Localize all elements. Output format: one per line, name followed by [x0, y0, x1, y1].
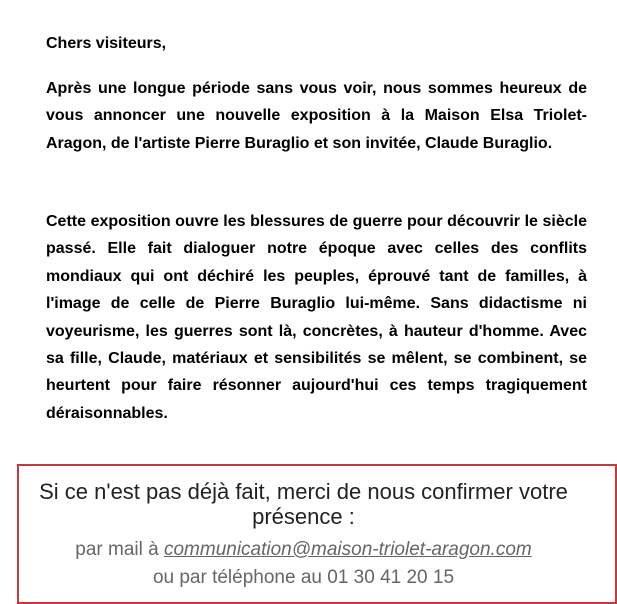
letter-greeting: Chers visiteurs, — [46, 35, 167, 52]
letter-paragraph-intro: Après une longue période sans vous voir, nous sommes heureux de vous annoncer une nouvelle exposition à la Maison Elsa Triolet-Aragon, de l'artiste Pierre Buraglio et son invitée, Claude Buraglio. — [46, 80, 587, 152]
rsvp-phone-line: ou par téléphone au 01 30 41 20 15 — [152, 567, 455, 588]
rsvp-title: Si ce n'est pas déjà fait, merci de nous confirmer votre présence : — [39, 479, 568, 529]
rsvp-mail-line — [20, 538, 587, 562]
letter-paragraph-exhibition: Cette exposition ouvre les blessures de guerre pour découvrir le siècle passé. Elle fait dialoguer notre époque avec celles des conflits mondiaux qui ont déchiré les peuples, éprouvé tant de familles, à l'image de celle de Pierre Buraglio lui-même. Sans didactisme ni voyeurisme, les guerres sont là, concrètes, à hauteur d'homme. Avec sa fille, Claude, matériaux et sensibilités se mêlent, se combinent, se heurtent pour faire résonner aujourd'hui ces temps tragiquement déraisonnables. — [46, 213, 587, 422]
rsvp-mail-link[interactable]: communication@maison-triolet-aragon.com — [163, 539, 532, 560]
rsvp-mail-prefix: par mail à — [75, 539, 164, 560]
